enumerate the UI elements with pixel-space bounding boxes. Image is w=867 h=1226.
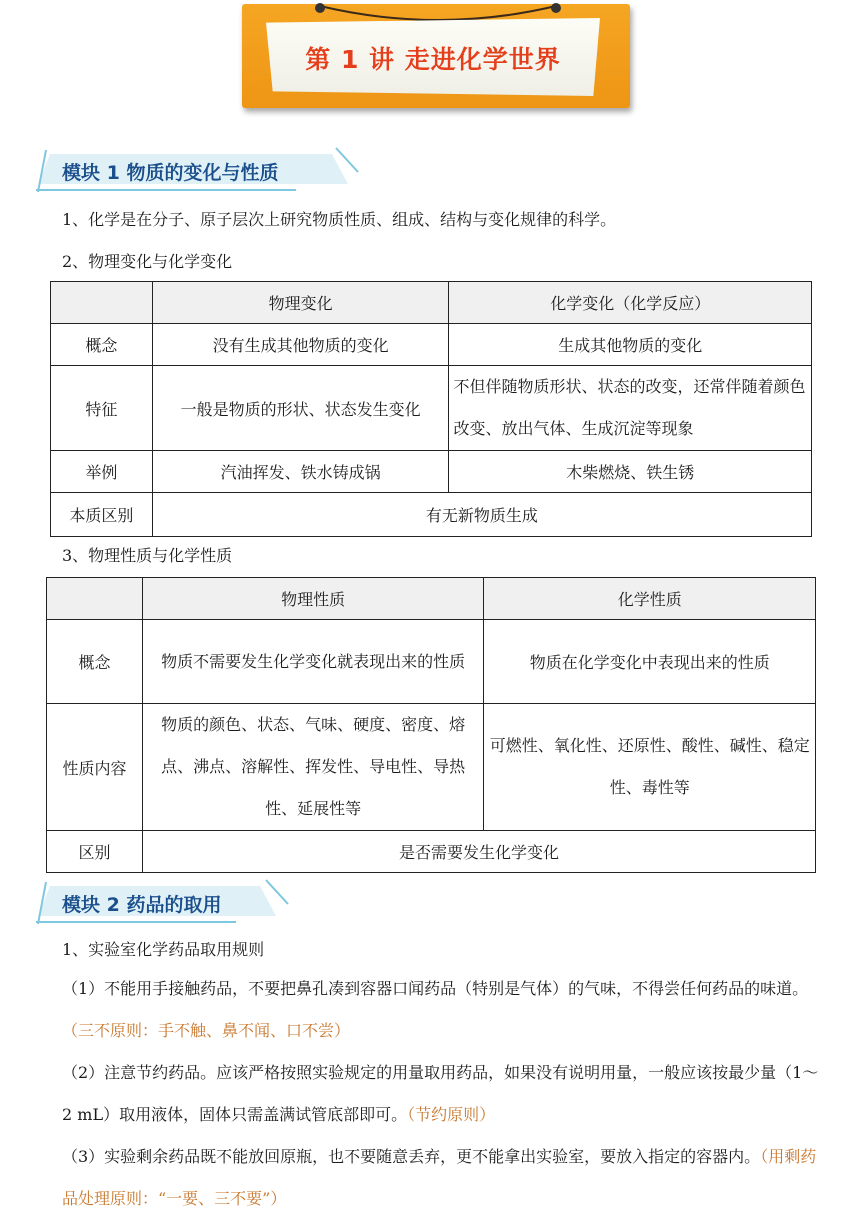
- cell: 物质的颜色、状态、气味、硬度、密度、熔点、沸点、溶解性、挥发性、导电性、导热性、延展性等: [142, 704, 484, 831]
- rule-3-text: （3）实验剩余药品既不能放回原瓶，也不要随意丢弃，更不能拿出实验室，要放入指定的容器内。: [62, 1147, 761, 1166]
- cell: 物质不需要发生化学变化就表现出来的性质: [142, 620, 484, 704]
- cell: 生成其他物质的变化: [449, 324, 812, 366]
- module-1-heading: [36, 146, 366, 196]
- module-2-heading: [36, 878, 366, 928]
- cell: 汽油挥发、铁水铸成锅: [152, 451, 449, 493]
- table-header-row: [51, 282, 812, 324]
- cell: 一般是物质的形状、状态发生变化: [152, 366, 449, 451]
- table-row: [51, 324, 812, 366]
- header-cell: [51, 282, 153, 324]
- row-label: 本质区别: [51, 493, 153, 537]
- rule-3-note: （用剩药品处理原则：“一要、三不要”）: [62, 1147, 817, 1208]
- header-cell: 物理性质: [142, 578, 484, 620]
- cell: 可燃性、氧化性、还原性、酸性、碱性、稳定性、毒性等: [484, 704, 816, 831]
- rule-1: [62, 968, 822, 1052]
- row-label: 区别: [47, 831, 143, 873]
- table-row: [47, 704, 816, 831]
- table-header-row: [47, 578, 816, 620]
- row-label: 概念: [47, 620, 143, 704]
- row-label: 举例: [51, 451, 153, 493]
- row-label: 特征: [51, 366, 153, 451]
- module-1-item-3: 3、物理性质与化学性质: [62, 546, 233, 565]
- module-1-title: 模块 1 物质的变化与性质: [62, 162, 279, 184]
- table-row: [47, 831, 816, 873]
- cell: 木柴燃烧、铁生锈: [449, 451, 812, 493]
- header-cell: [47, 578, 143, 620]
- cell: 是否需要发生化学变化: [142, 831, 815, 873]
- row-label: 性质内容: [47, 704, 143, 831]
- rule-2-text: （2）注意节约药品。应该严格按照实验规定的用量取用药品，如果没有说明用量，一般应该按最少量（1～2 mL）取用液体，固体只需盖满试管底部即可。: [62, 1063, 819, 1124]
- rule-3: [62, 1136, 822, 1220]
- page-title: 第 1 讲 走进化学世界: [305, 45, 561, 74]
- rule-1-text: （1）不能用手接触药品，不要把鼻孔凑到容器口闻药品（特别是气体）的气味，不得尝任何药品的味道。: [62, 979, 809, 998]
- table-row: [51, 451, 812, 493]
- cell: 不但伴随物质形状、状态的改变，还常伴随着颜色改变、放出气体、生成沉淀等现象: [449, 366, 812, 451]
- rule-2-note: （节约原则）: [407, 1105, 496, 1124]
- module-2-title: 模块 2 药品的取用: [62, 894, 222, 916]
- module-2-item-1: 1、实验室化学药品取用规则: [62, 940, 265, 959]
- table-row: [51, 366, 812, 451]
- table-row: [47, 620, 816, 704]
- cell: 没有生成其他物质的变化: [152, 324, 449, 366]
- module-1-item-1: 1、化学是在分子、原子层次上研究物质性质、组成、结构与变化规律的科学。: [62, 210, 617, 229]
- header-cell: 化学性质: [484, 578, 816, 620]
- module-1-item-2: 2、物理变化与化学变化: [62, 252, 233, 271]
- cell: 有无新物质生成: [152, 493, 811, 537]
- header-cell: 物理变化: [152, 282, 449, 324]
- rule-1-note: （三不原则：手不触、鼻不闻、口不尝）: [62, 1021, 351, 1040]
- header-cell: 化学变化（化学反应）: [449, 282, 812, 324]
- change-comparison-table: [50, 281, 812, 537]
- table-row: [51, 493, 812, 537]
- cell: 物质在化学变化中表现出来的性质: [484, 620, 816, 704]
- row-label: 概念: [51, 324, 153, 366]
- property-comparison-table: [46, 577, 816, 873]
- rule-2: [62, 1052, 822, 1136]
- title-banner: [238, 0, 634, 116]
